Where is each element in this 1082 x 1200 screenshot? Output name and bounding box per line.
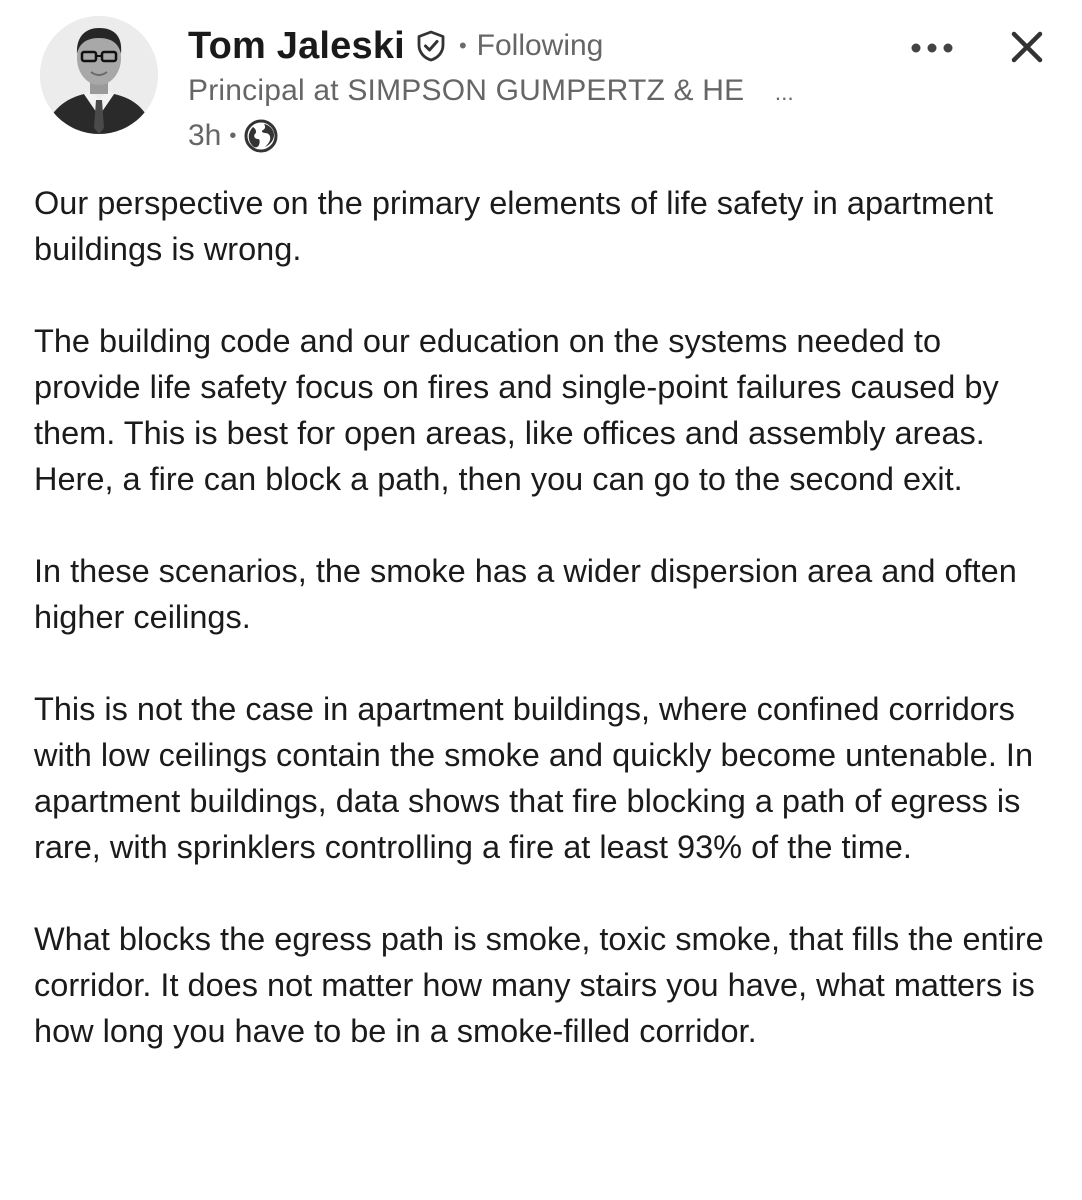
post-header (0, 0, 1082, 170)
separator-dot: • (229, 124, 237, 147)
post-paragraph: This is not the case in apartment buildings, where confined corridors with low ceilings contain the smoke and quickly become untenable. In apartment buildings, data shows that fire blocking a path of egress is rare, with sprinklers controlling a fire at least 93% of the time. (34, 691, 1034, 865)
author-name-row (188, 22, 603, 70)
post-body (34, 180, 1054, 1100)
follow-status[interactable]: Following (476, 29, 604, 62)
close-icon (1010, 30, 1044, 64)
author-headline (188, 74, 794, 108)
post-meta (188, 116, 278, 156)
post-timestamp: 3h (188, 119, 222, 152)
globe-icon (244, 119, 278, 153)
separator-dot: • (458, 33, 467, 58)
post-paragraph: Our perspective on the primary elements of life safety in apartment buildings is wrong. (34, 185, 994, 267)
headline-text: Principal at SIMPSON GUMPERTZ & HE (188, 74, 745, 107)
more-dots-icon (908, 42, 956, 54)
close-button[interactable] (1002, 22, 1052, 72)
verified-shield-icon (415, 30, 447, 62)
author-name[interactable]: Tom Jaleski (188, 24, 405, 67)
post-paragraph: What blocks the egress path is smoke, toxic smoke, that fills the entire corridor. It does not matter how many stairs you have, what matters is how long you have to be in a smoke-filled corridor. (34, 921, 1044, 1049)
headline-ellipsis: ... (774, 80, 794, 105)
post-paragraph: The building code and our education on the systems needed to provide life safety focus on fires and single-point failures caused by them. This is best for open areas, like offices and assembly areas. Here, a fire can block a path, then you can go to the second exit. (34, 323, 999, 497)
post-paragraph: In these scenarios, the smoke has a wider dispersion area and often higher ceilings. (34, 553, 1017, 635)
more-options-button[interactable] (902, 26, 962, 70)
author-avatar[interactable] (40, 16, 158, 134)
